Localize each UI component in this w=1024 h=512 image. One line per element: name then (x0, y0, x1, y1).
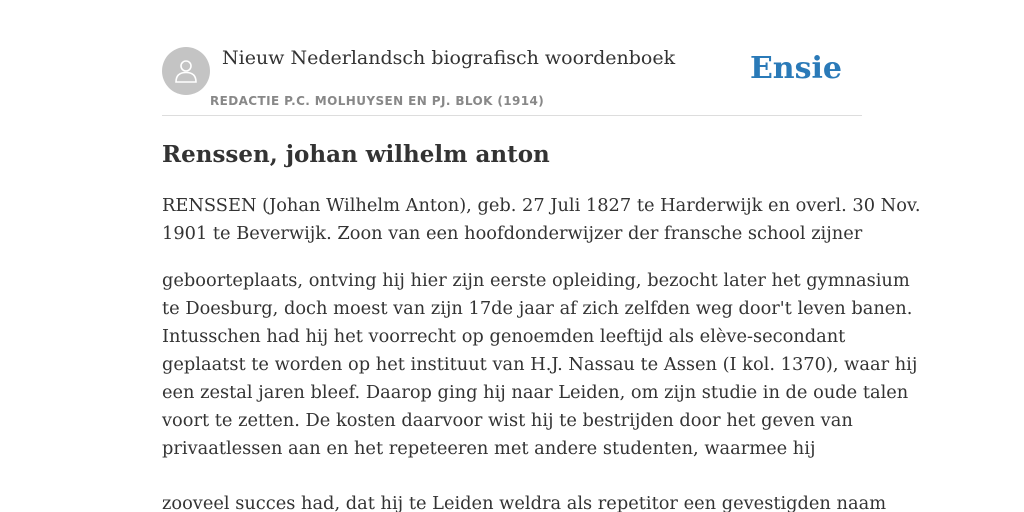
text-line: Intusschen had hij het voorrecht op genoemden leeftijd als elève-secondant (162, 326, 846, 347)
source-header (162, 0, 862, 116)
source-avatar[interactable] (162, 47, 210, 95)
text-line: zooveel succes had, dat hij te Leiden weldra als repetitor een gevestigden naam (162, 493, 887, 512)
text-line: een zestal jaren bleef. Daarop ging hij naar Leiden, om zijn studie in de oude talen (162, 382, 909, 403)
article-paragraph (162, 267, 918, 463)
source-title[interactable]: Nieuw Nederlandsch biografisch woordenboek (222, 47, 676, 69)
source-subtitle: REDACTIE P.C. MOLHUYSEN EN PJ. BLOK (1914) (210, 94, 545, 108)
text-line: te Doesburg, doch moest van zijn 17de jaar af zich zelfden weg door't leven banen. (162, 298, 913, 319)
text-line: RENSSEN (Johan Wilhelm Anton), geb. 27 Juli 1827 te Harderwijk en overl. 30 Nov. (162, 195, 921, 216)
article-paragraph (162, 192, 921, 248)
text-line: voort te zetten. De kosten daarvoor wist hij te bestrijden door het geven van (162, 410, 853, 431)
text-line: privaatlessen aan en het repeteeren met andere studenten, waarmee hij (162, 438, 816, 459)
article-title: Renssen, johan wilhelm anton (162, 141, 550, 168)
article-paragraph (162, 490, 887, 512)
text-line: geboorteplaats, ontving hij hier zijn eerste opleiding, bezocht later het gymnasium (162, 270, 910, 291)
text-line: 1901 te Beverwijk. Zoon van een hoofdonderwijzer der fransche school zijner (162, 223, 863, 244)
user-icon (172, 57, 200, 85)
ensie-logo[interactable]: Ensie (749, 51, 842, 86)
text-line: geplaatst te worden op het instituut van H.J. Nassau te Assen (I kol. 1370), waar hij (162, 354, 918, 375)
